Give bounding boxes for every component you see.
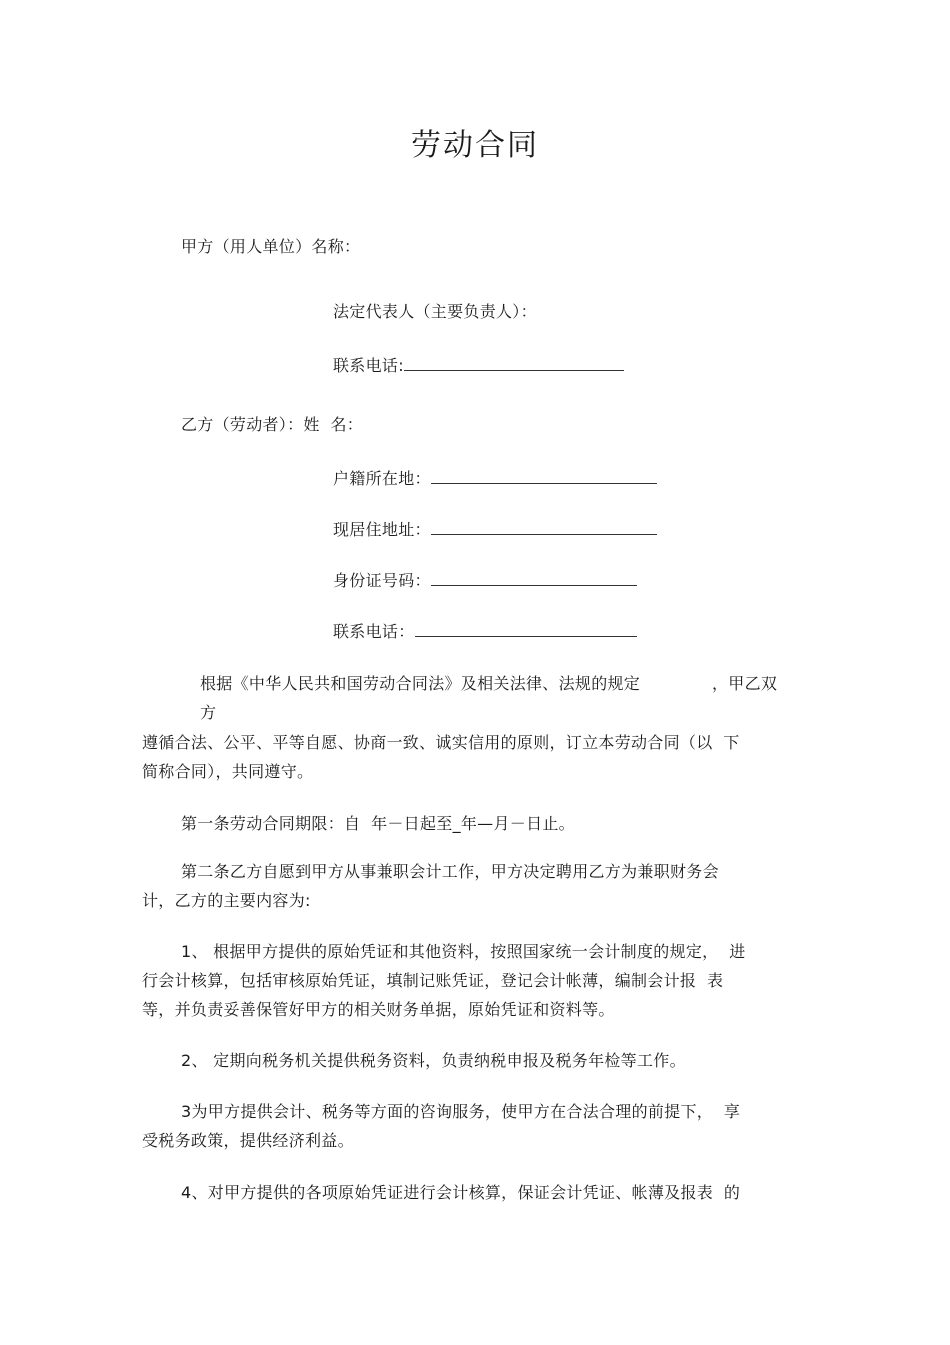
party-b-phone-row — [333, 622, 637, 642]
party-b-hukou-blank — [431, 469, 657, 484]
document-title: 劳动合同 — [411, 128, 539, 163]
preamble-line-2: 方 — [200, 703, 217, 722]
party-a-phone-label: 联系电话: — [333, 356, 404, 375]
item-1-line-3: 等，并负责妥善保管好甲方的相关财务单据，原始凭证和资料等。 — [142, 1000, 615, 1019]
party-a-phone-row — [333, 356, 624, 376]
article-2-line-2: 计，乙方的主要内容为: — [142, 891, 311, 910]
preamble-line-1-tail: ，甲乙双 — [712, 674, 778, 693]
party-b-hukou-row — [333, 469, 657, 489]
party-b-phone-blank — [415, 622, 637, 637]
item-3-line-2: 受税务政策，提供经济利益。 — [142, 1131, 354, 1150]
item-1-line-1: 1、 根据甲方提供的原始凭证和其他资料，按照国家统一会计制度的规定， 进 — [181, 942, 746, 961]
party-b-name-label: 乙方（劳动者）：姓 名： — [181, 415, 364, 434]
item-4-line-1: 4、对甲方提供的各项原始凭证进行会计核算，保证会计凭证、帐薄及报表 的 — [181, 1183, 741, 1202]
party-a-rep-label: 法定代表人（主要负责人）： — [333, 302, 537, 321]
party-b-id-blank — [431, 571, 637, 586]
preamble-line-4: 简称合同），共同遵守。 — [142, 762, 314, 781]
party-a-name-label: 甲方（用人单位）名称： — [181, 237, 361, 256]
party-b-hukou-label: 户籍所在地： — [333, 469, 431, 488]
party-b-address-blank — [431, 520, 657, 535]
party-b-address-row — [333, 520, 657, 540]
party-b-phone-label: 联系电话： — [333, 622, 415, 641]
article-1: 第一条劳动合同期限：自 年－日起至_年—月－日止。 — [181, 814, 575, 833]
item-1-line-2: 行会计核算，包括审核原始凭证，填制记账凭证，登记会计帐薄，编制会计报 表 — [142, 971, 724, 990]
article-2-line-1: 第二条乙方自愿到甲方从事兼职会计工作，甲方决定聘用乙方为兼职财务会 — [181, 862, 719, 881]
preamble-line-3: 遵循合法、公平、平等自愿、协商一致、诚实信用的原则，订立本劳动合同（以 下 — [142, 733, 740, 752]
party-b-id-label: 身份证号码： — [333, 571, 431, 590]
preamble-line-1: 根据《中华人民共和国劳动合同法》及相关法律、法规的规定 — [200, 674, 641, 693]
item-3-line-1: 3为甲方提供会计、税务等方面的咨询服务，使甲方在合法合理的前提下， 享 — [181, 1102, 741, 1121]
party-b-id-row — [333, 571, 637, 591]
party-b-address-label: 现居住地址： — [333, 520, 431, 539]
item-2: 2、 定期向税务机关提供税务资料，负责纳税申报及税务年检等工作。 — [181, 1051, 686, 1070]
party-a-phone-blank — [404, 356, 624, 371]
